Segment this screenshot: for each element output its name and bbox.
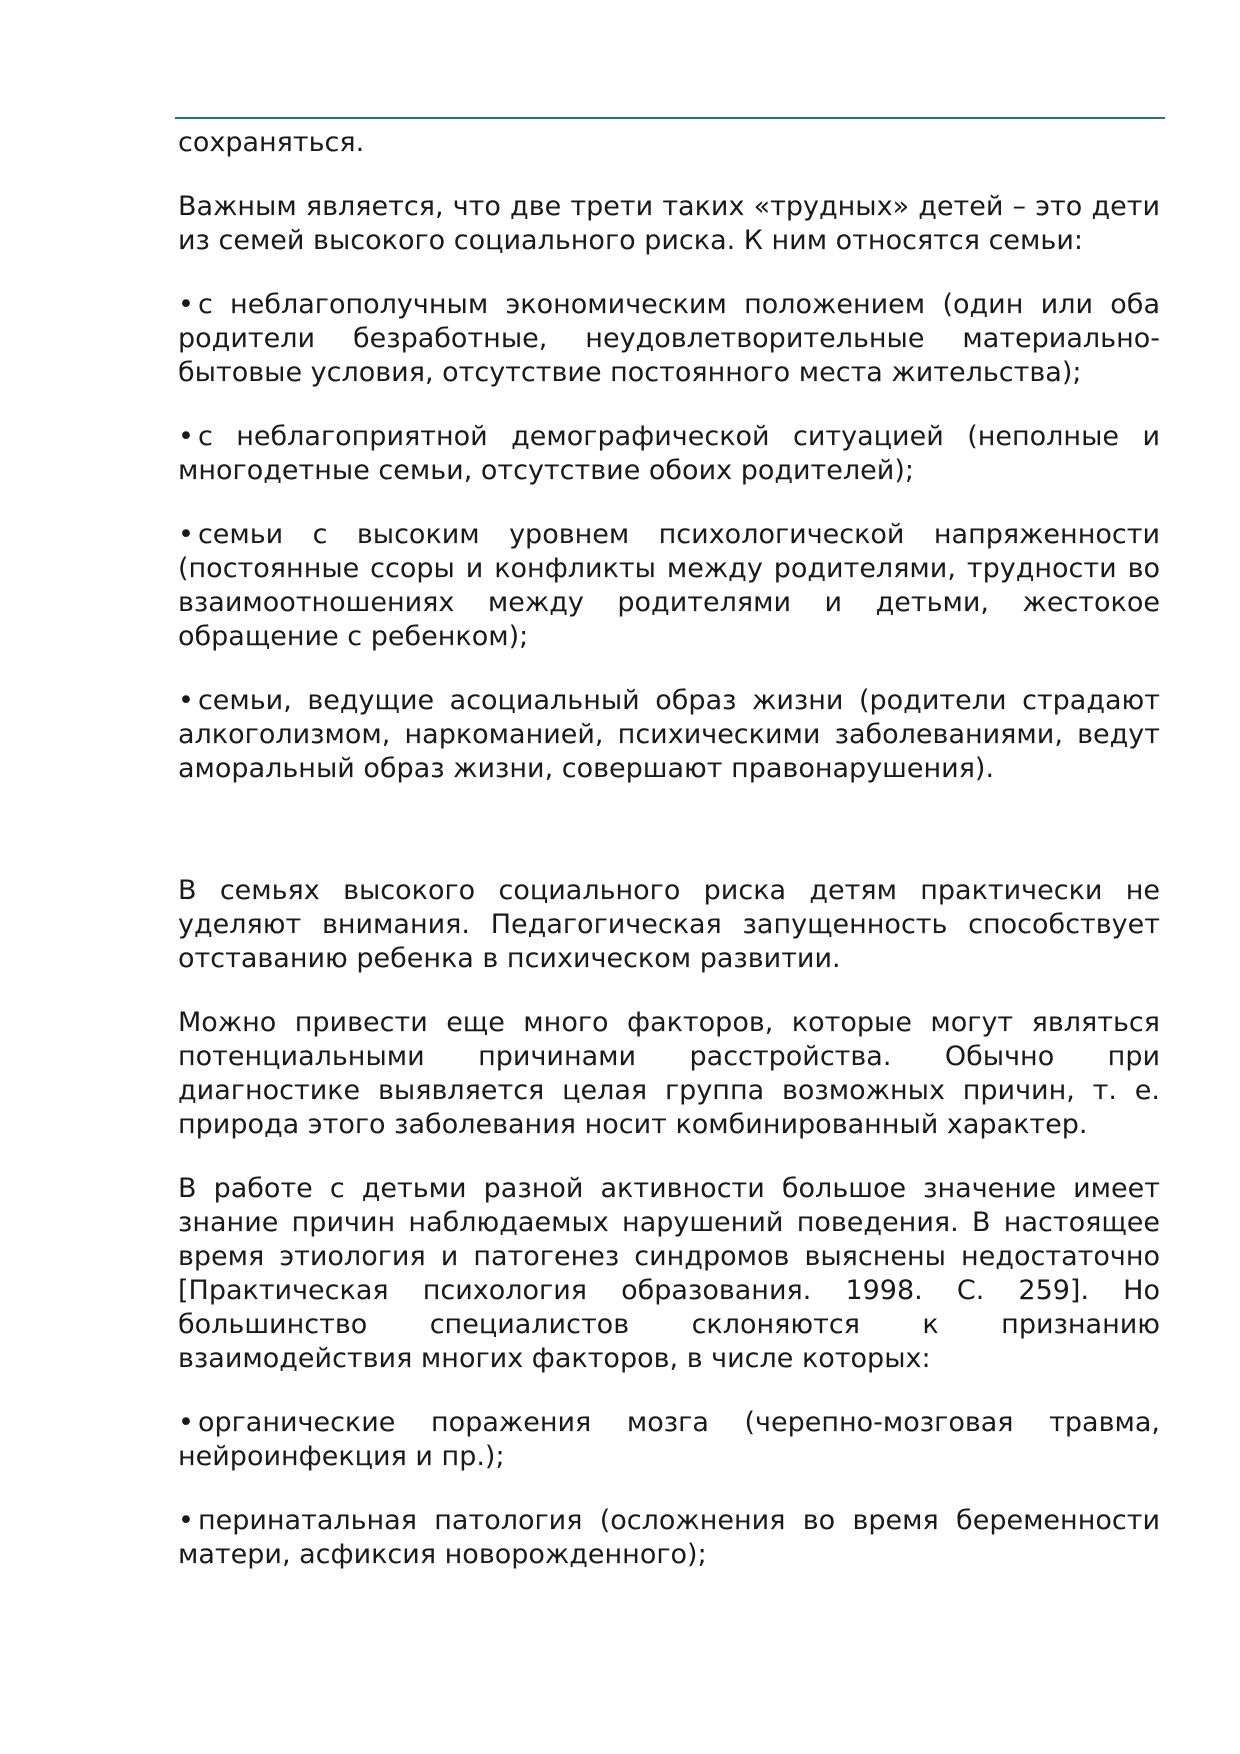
list-item bbox=[178, 518, 1160, 654]
list-item-text: семьи с высоким уровнем психологической напряженности (постоянные ссоры и конфликты между родителями, трудности во взаимоотношениях между родителями и детьми, жестокое обращение с ребенком); bbox=[178, 519, 1160, 652]
section-gap bbox=[178, 816, 1160, 874]
list-item bbox=[178, 288, 1160, 390]
list-item bbox=[178, 1504, 1160, 1572]
list-item-text: с неблагоприятной демографической ситуацией (неполные и многодетные семьи, отсутствие обоих родителей); bbox=[178, 421, 1160, 486]
list-item bbox=[178, 420, 1160, 488]
list-item-text: с неблагополучным экономическим положением (один или оба родители безработные, неудовлетворительные материально-бытовые условия, отсутствие постоянного места жительства); bbox=[178, 289, 1160, 388]
paragraph-risk-families: В семьях высокого социального риска детям практически не уделяют внимания. Педагогическая запущенность способствует отставанию ребенка в психическом развитии. bbox=[178, 875, 1160, 974]
bullet-icon: • bbox=[178, 421, 194, 452]
document-body bbox=[178, 126, 1160, 1602]
paragraph-continuation: сохраняться. bbox=[178, 127, 365, 158]
paragraph-causes: В работе с детьми разной активности большое значение имеет знание причин наблюдаемых нарушений поведения. В настоящее время этиология и патогенез синдромов выяснены недостаточно [Практическая психология образования. 1998. С. 259]. Но большинство специалистов склоняются к признанию взаимодействия многих факторов, в числе которых: bbox=[178, 1173, 1160, 1374]
bullet-icon: • bbox=[178, 685, 194, 716]
list-item bbox=[178, 684, 1160, 786]
bullet-icon: • bbox=[178, 1407, 194, 1438]
list-item bbox=[178, 1406, 1160, 1474]
list-item-text: перинатальная патология (осложнения во время беременности матери, асфиксия новорожденного); bbox=[178, 1505, 1160, 1570]
bullet-icon: • bbox=[178, 1505, 194, 1536]
list-item-text: семьи, ведущие асоциальный образ жизни (родители страдают алкоголизмом, наркоманией, психическими заболеваниями, ведут аморальный образ жизни, совершают правонарушения). bbox=[178, 685, 1160, 784]
bullet-icon: • bbox=[178, 519, 194, 550]
paragraph-factors: Можно привести еще много факторов, которые могут являться потенциальными причинами расстройства. Обычно при диагностике выявляется целая группа возможных причин, т. е. природа этого заболевания носит комбинированный характер. bbox=[178, 1007, 1160, 1140]
header-rule bbox=[175, 117, 1165, 119]
paragraph-intro-families: Важным является, что две трети таких «трудных» детей – это дети из семей высокого социального риска. К ним относятся семьи: bbox=[178, 191, 1160, 256]
bullet-icon: • bbox=[178, 289, 194, 320]
list-item-text: органические поражения мозга (черепно-мозговая травма, нейроинфекция и пр.); bbox=[178, 1407, 1160, 1472]
